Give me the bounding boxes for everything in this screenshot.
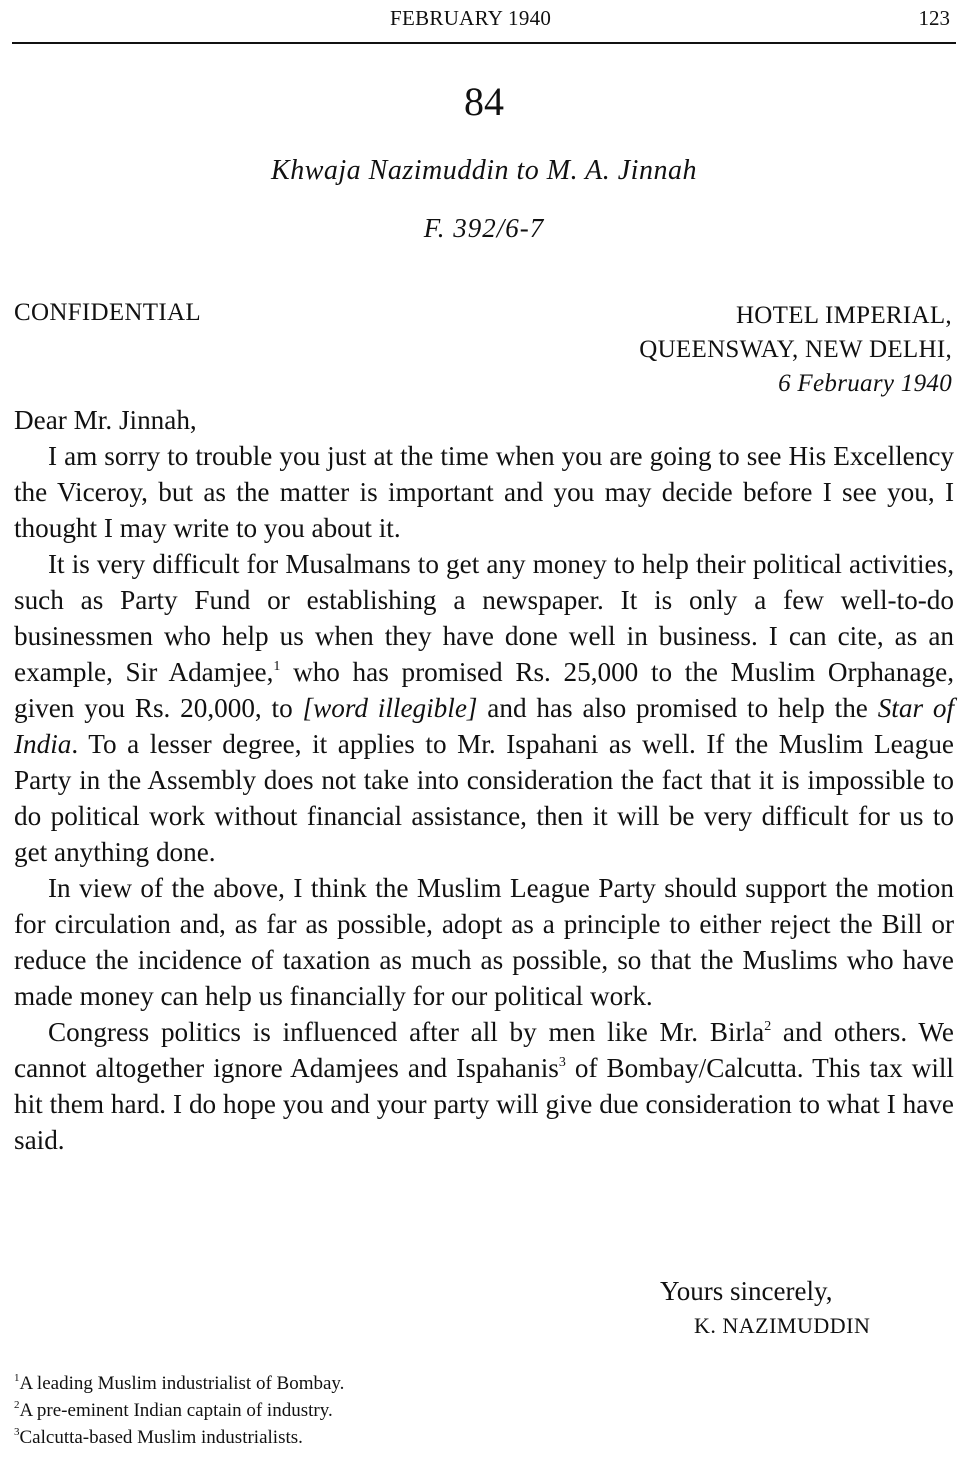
classification-label: CONFIDENTIAL (14, 299, 201, 326)
newspaper-title: Star of India (14, 693, 954, 759)
footnote-1: $^1$A leading Muslim industrialist of Bombay. (14, 1372, 345, 1394)
footnote-ref-2: 2 (764, 1019, 772, 1034)
footnote-ref-3: 3 (558, 1055, 566, 1070)
illegible-note: [word illegible] (302, 693, 478, 723)
footnote-ref-1: 1 (273, 659, 281, 674)
page-number: 123 (918, 6, 950, 30)
footnote-3: $^3$Calcutta-based Muslim industrialists. (14, 1426, 303, 1448)
footnote-2: $^2$A pre-eminent Indian captain of industry. (14, 1399, 333, 1421)
letter-body (14, 402, 954, 1158)
paragraph-2: It is very difficult for Musalmans to get any money to help their political activities, such as Party Fund or establishing a newspaper. It is only a few well-to-do businessmen who help us when they have done well in business. I can cite, as an example, Sir Adamjee,$^1$ who has promised Rs. 25,000 to the Muslim Orphanage, given you Rs. 20,000, to [word illegible] and has also promised to help the Star of India. To a lesser degree, it applies to Mr. Ispahani as well. If the Muslim League Party in the Assembly does not take into consideration the fact that it is impossible to do political work without financial assistance, then it will be very difficult for us to get anything done. (14, 549, 954, 867)
paragraph-4: Congress politics is influenced after all by men like Mr. Birla$^2$ and others. We cannot altogether ignore Adamjees and Ispahanis$^3$ of Bombay/Calcutta. This tax will hit them hard. I do hope you and your party will give due consideration to what I have said. (14, 1017, 954, 1155)
closing: Yours sincerely, (660, 1276, 833, 1306)
salutation: Dear Mr. Jinnah, (14, 405, 197, 435)
letter-date: 6 February 1940 (778, 370, 952, 397)
footnotes (14, 1370, 344, 1451)
address-line-2: QUEENSWAY, NEW DELHI, (639, 336, 952, 363)
signature: K. NAZIMUDDIN (694, 1313, 871, 1338)
paragraph-3: In view of the above, I think the Muslim League Party should support the motion for circulation and, as far as possible, adopt as a principle to either reject the Bill or reduce the incidence of taxation as much as possible, so that the Muslims who have made money can help us financially for our political work. (14, 873, 954, 1011)
address-line-1: HOTEL IMPERIAL, (735, 302, 952, 329)
document-reference: F. 392/6-7 (423, 213, 545, 243)
running-head: FEBRUARY 1940 (390, 6, 552, 30)
page-header (12, 0, 956, 44)
document-title: Khwaja Nazimuddin to M. A. Jinnah (271, 155, 697, 186)
sender-address (639, 299, 952, 401)
document-number: 84 (464, 79, 504, 124)
paragraph-1: I am sorry to trouble you just at the time when you are going to see His Excellency the Viceroy, but as the matter is important and you may decide before I see you, I thought I may write to you about it. (14, 441, 954, 543)
